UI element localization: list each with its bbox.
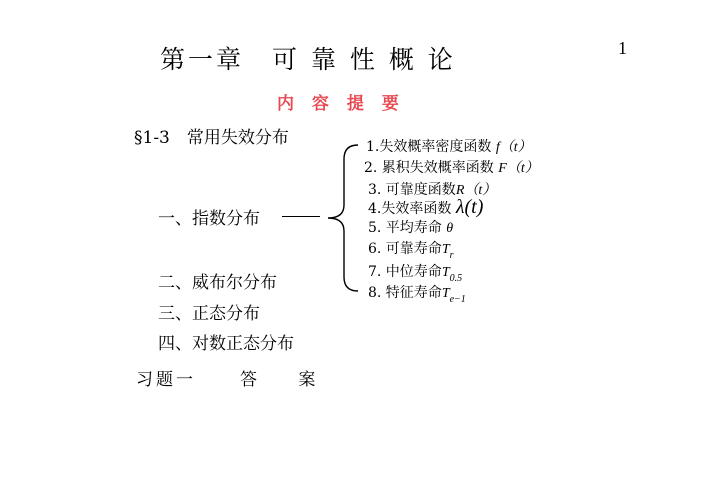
subitem-subscript: 0.5 (449, 273, 463, 284)
subitem-failure-density (366, 136, 532, 156)
subitem-symbol: f（t） (495, 140, 532, 155)
exercise-label: 习题一 (136, 370, 196, 390)
item-exponential-distribution: 一、指数分布 (158, 209, 260, 229)
exercise-answer-link[interactable]: 答 案 (240, 370, 334, 390)
subitem-label: 1.失效概率密度函数 (366, 139, 496, 155)
subitem-failure-rate (368, 196, 483, 219)
item-lognormal-distribution: 四、对数正态分布 (158, 334, 294, 354)
subitem-label: 2. 累积失效概率函数 (364, 160, 499, 176)
item-weibull-distribution: 二、威布尔分布 (158, 273, 277, 293)
subitem-mean-life (368, 217, 453, 237)
subitem-symbol: λ(t) (455, 196, 484, 218)
summary-subtitle: 内 容 提 要 (277, 94, 405, 114)
subitem-symbol: T (441, 242, 450, 257)
page-number: 1 (618, 38, 627, 58)
subitem-label: 3. 可靠度函数 (368, 182, 456, 198)
subitem-label: 4.失效率函数 (368, 201, 456, 217)
subitem-symbol: θ (446, 221, 454, 236)
curly-brace (322, 143, 362, 293)
section-heading: §1-3 常用失效分布 (134, 128, 289, 148)
subitem-symbol: F（t） (498, 161, 539, 176)
subitem-subscript: e−1 (449, 294, 466, 305)
subitem-reliable-life (368, 238, 454, 261)
chapter-title: 第一章 可 靠 性 概 论 (160, 45, 456, 74)
subitem-label: 8. 特征寿命 (368, 285, 442, 301)
subitem-label: 6. 可靠寿命 (368, 241, 442, 257)
subitem-symbol: T (441, 265, 450, 280)
subitem-characteristic-life (368, 282, 466, 305)
subitem-label: 5. 平均寿命 (368, 220, 447, 236)
connector-line (282, 216, 320, 217)
subitem-median-life (368, 261, 462, 284)
item-normal-distribution: 三、正态分布 (158, 304, 260, 324)
subitem-label: 7. 中位寿命 (368, 264, 442, 280)
subitem-symbol: R（t） (455, 183, 497, 198)
subitem-symbol: T (441, 286, 450, 301)
subitem-subscript: r (449, 250, 454, 261)
subitem-cumulative-failure (364, 157, 539, 177)
